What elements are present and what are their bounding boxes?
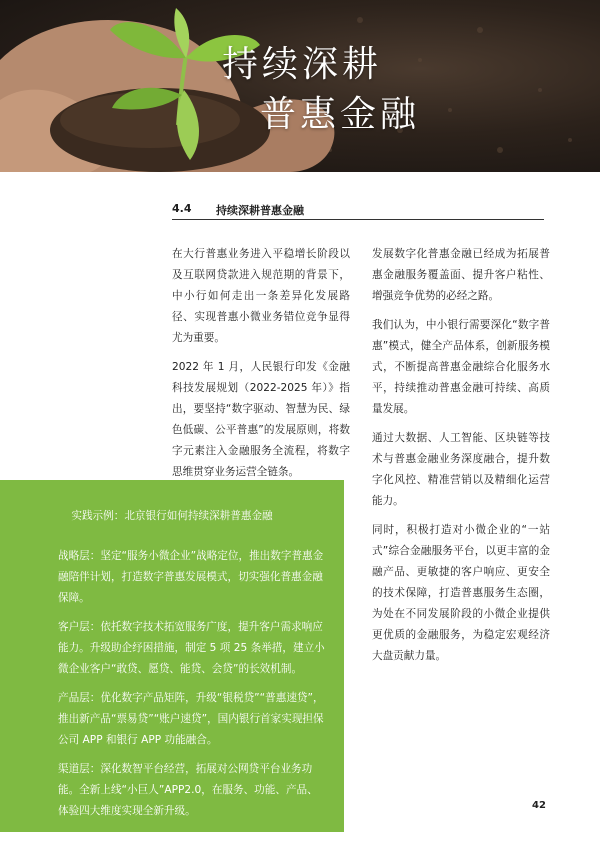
practice-item-channel: 渠道层：深化数智平台经营，拓展对公网贷平台业务功能。全新上线“小巨人”APP2.0，在服务、功能、产品、体验四大维度实现全新升级。 <box>58 763 318 817</box>
section-heading <box>172 198 544 220</box>
practice-item-strategy: 战略层：坚定“服务小微企业”战略定位，推出数字普惠金融陪伴计划，打造数字普惠发展模式，切实强化普惠金融保障。 <box>58 550 324 604</box>
right-column-text <box>372 244 550 675</box>
hero-title-line2: 普惠金融 <box>260 94 421 135</box>
section-title: 持续深耕普惠金融 <box>216 204 304 217</box>
hero-banner <box>0 0 600 172</box>
hero-title-line1: 持续深耕 <box>222 44 383 85</box>
paragraph: 同时，积极打造对小微企业的“一站式”综合金融服务平台，以更丰富的金融产品、更敏捷的客户响应、更安全的技术保障，打造普惠服务生态圈，为处在不同发展阶段的小微企业提供更优质的金融服务，为稳定宏观经济大盘贡献力量。 <box>372 524 550 662</box>
page-number: 42 <box>532 800 546 811</box>
section-number: 4.4 <box>172 202 192 215</box>
practice-example-box <box>0 480 344 832</box>
practice-box-title: 实践示例：北京银行如何持续深耕普惠金融 <box>71 510 273 522</box>
practice-item-customer: 客户层：依托数字技术拓宽服务广度，提升客户需求响应能力。升级助企纾困措施，制定 5 项 25 条举措，建立小微企业客户“敢贷、愿贷、能贷、会贷”的长效机制。 <box>58 621 325 675</box>
paragraph: 发展数字化普惠金融已经成为拓展普惠金融服务覆盖面、提升客户粘性、增强竞争优势的必经之路。 <box>372 248 550 302</box>
paragraph: 我们认为，中小银行需要深化“数字普惠”模式，健全产品体系，创新服务模式，不断提高普惠金融综合化服务水平，持续推动普惠金融可持续、高质量发展。 <box>372 319 550 415</box>
left-column-text <box>172 244 350 491</box>
paragraph: 在大行普惠业务进入平稳增长阶段以及互联网贷款进入规范期的背景下，中小行如何走出一条差异化发展路径、实现普惠小微业务错位竞争显得尤为重要。 <box>172 248 350 344</box>
paragraph: 通过大数据、人工智能、区块链等技术与普惠金融业务深度融合，提升数字化风控、精准营销以及精细化运营能力。 <box>372 432 550 507</box>
paragraph: 2022 年 1 月，人民银行印发《金融科技发展规划（2022-2025 年）》指出，要坚持“数字驱动、智慧为民、绿色低碳、公平普惠”的发展原则，将数字元素注入金融服务全流程，将数字思维贯穿业务运营全链条。 <box>172 361 350 478</box>
practice-box-body <box>58 546 328 830</box>
practice-item-product: 产品层：优化数字产品矩阵，升级“银税贷”“普惠速贷”，推出新产品“票易贷”“账户速贷”，国内银行首家实现担保公司 APP 和银行 APP 功能融合。 <box>58 692 324 746</box>
